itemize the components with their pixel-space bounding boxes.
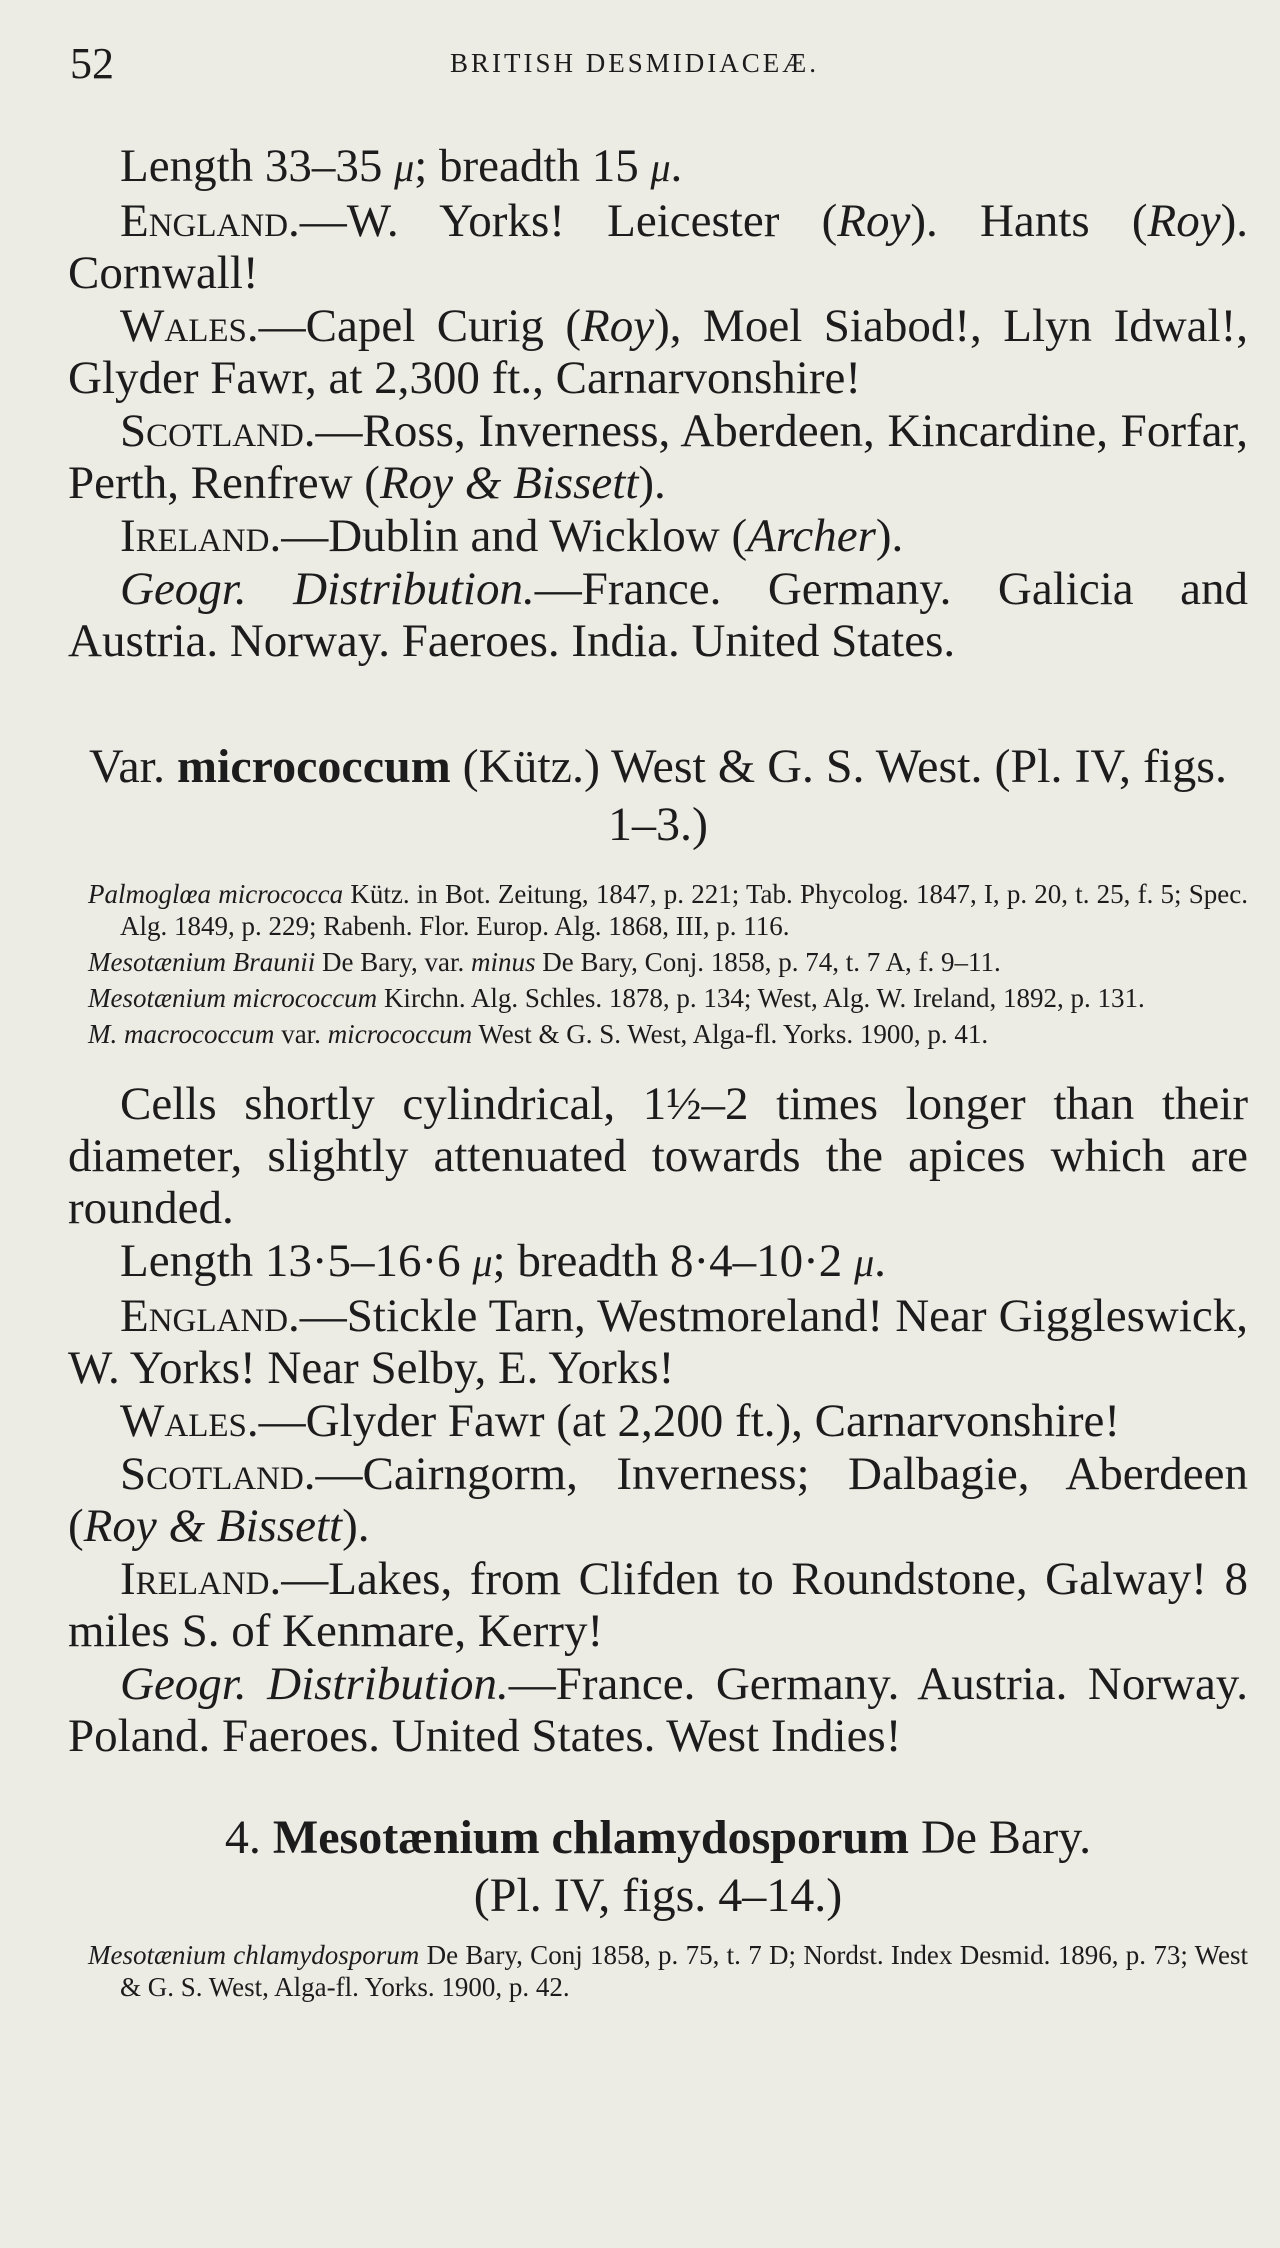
variety-distribution-england: England.—Stickle Tarn, Westmoreland! Near Giggleswick, W. Yorks! Near Selby, E. Yorks!: [68, 1290, 1248, 1394]
synonym-entry: M. macrococcum var. micrococcum West & G. S. West, Alga-fl. Yorks. 1900, p. 41.: [88, 1019, 989, 1049]
running-title: BRITISH DESMIDIACEÆ.: [450, 48, 820, 78]
distribution-ireland: Ireland.—Dublin and Wicklow (Archer).: [120, 510, 904, 562]
synonym-entry: Mesotænium micrococcum Kirchn. Alg. Schles. 1878, p. 134; West, Alg. W. Ireland, 1892, p. 131.: [88, 983, 1145, 1013]
variety-distribution-wales: Wales.—Glyder Fawr (at 2,200 ft.), Carnarvonshire!: [120, 1395, 1121, 1447]
synonym-entry: Mesotænium Braunii De Bary, var. minus De Bary, Conj. 1858, p. 74, t. 7 A, f. 9–11.: [88, 947, 1001, 977]
page-header: [70, 38, 1230, 98]
variety-geographic-distribution: Geogr. Distribution.—France. Germany. Austria. Norway. Poland. Faeroes. United States. West Indies!: [68, 1658, 1248, 1762]
page-body: [68, 140, 1248, 2007]
synonym-entry: Palmoglœa micrococca Kütz. in Bot. Zeitung, 1847, p. 221; Tab. Phycolog. 1847, I, p. 20, t. 25, f. 5; Spec. Alg. 1849, p. 229; Rabenh. Flor. Europ. Alg. 1868, III, p. 116.: [88, 879, 1248, 941]
variety-heading: Var. micrococcum (Kütz.) West & G. S. West. (Pl. IV, figs. 1–3.): [89, 740, 1227, 851]
variety-distribution-scotland: Scotland.—Cairngorm, Inverness; Dalbagie, Aberdeen (Roy & Bissett).: [68, 1448, 1248, 1552]
distribution-england: England.—W. Yorks! Leicester (Roy). Hants (Roy). Cornwall!: [68, 195, 1248, 299]
species-heading: 4. Mesotænium chlamydosporum De Bary.: [224, 1811, 1092, 1864]
variety-description: Cells shortly cylindrical, 1½–2 times longer than their diameter, slightly attenuated towards the apices which are rounded.: [68, 1078, 1248, 1234]
species-plate-reference: (Pl. IV, figs. 4–14.): [473, 1869, 843, 1922]
variety-length-line: Length 13·5–16·6 μ; breadth 8·4–10·2 μ.: [120, 1235, 886, 1287]
geographic-distribution: Geogr. Distribution.—France. Germany. Galicia and Austria. Norway. Faeroes. India. United States.: [68, 563, 1248, 667]
distribution-wales: Wales.—Capel Curig (Roy), Moel Siabod!, Llyn Idwal!, Glyder Fawr, at 2,300 ft., Carnarvonshire!: [68, 300, 1248, 404]
synonym-entry: Mesotænium chlamydosporum De Bary, Conj 1858, p. 75, t. 7 D; Nordst. Index Desmid. 1896, p. 73; West & G. S. West, Alga-fl. Yorks. 1900, p. 42.: [88, 1940, 1248, 2002]
variety-distribution-ireland: Ireland.—Lakes, from Clifden to Roundstone, Galway! 8 miles S. of Kenmare, Kerry!: [68, 1553, 1248, 1657]
distribution-scotland: Scotland.—Ross, Inverness, Aberdeen, Kincardine, Forfar, Perth, Renfrew (Roy & Bissett).: [68, 405, 1248, 509]
page-number: 52: [70, 39, 114, 88]
length-line: Length 33–35 μ; breadth 15 μ.: [120, 140, 683, 192]
